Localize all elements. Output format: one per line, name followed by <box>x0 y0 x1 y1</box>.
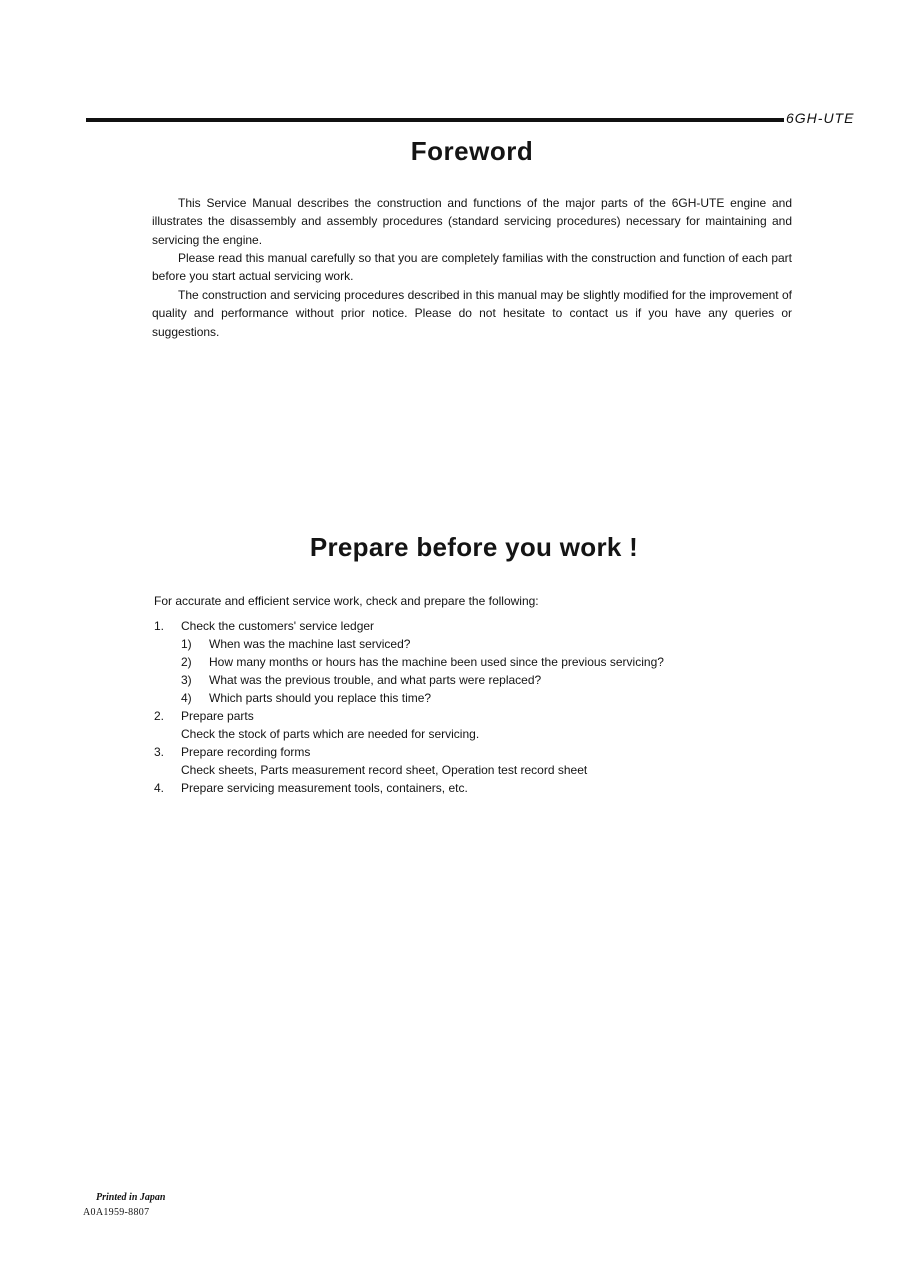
model-code: 6GH-UTE <box>786 110 855 126</box>
foreword-title: Foreword <box>410 136 534 166</box>
sub-item-number: 3) <box>181 673 192 687</box>
list-item-number: 1. <box>154 619 165 633</box>
list-item-detail: Check the stock of parts which are needed for servicing. <box>181 727 480 741</box>
printed-in-japan: Printed in Japan <box>96 1192 166 1203</box>
list-item-number: 2. <box>154 709 165 723</box>
header-rule <box>86 118 784 122</box>
list-item: Prepare servicing measurement tools, containers, etc. <box>181 781 468 795</box>
list-item: Prepare recording forms <box>181 745 311 759</box>
list-item-detail: Check sheets, Parts measurement record sheet, Operation test record sheet <box>181 763 588 777</box>
list-item-number: 3. <box>154 745 165 759</box>
list-item: Check the customers' service ledger <box>181 619 375 633</box>
sub-item: Which parts should you replace this time? <box>209 691 432 705</box>
foreword-paragraph-1: This Service Manual describes the construction and functions of the major parts of the 6GH-UTE engine and illustrates the disassembly and assembly procedures (standard servicing procedures) necessary for maintaining and servicing the engine. <box>152 196 792 247</box>
sub-item-number: 2) <box>181 655 192 669</box>
list-item: Prepare parts <box>181 709 254 723</box>
document-code: A0A1959-8807 <box>83 1207 150 1218</box>
sub-item-number: 1) <box>181 637 192 651</box>
foreword-paragraph-3: The construction and servicing procedures described in this manual may be slightly modified for the improvement of quality and performance without prior notice. Please do not hesitate to contact us if you have any queries or suggestions. <box>152 288 792 339</box>
sub-item: When was the machine last serviced? <box>209 637 411 651</box>
sub-item: How many months or hours has the machine been used since the previous servicing? <box>209 655 664 669</box>
sub-item: What was the previous trouble, and what parts were replaced? <box>209 673 542 687</box>
foreword-paragraph-2: Please read this manual carefully so that you are completely familias with the construction and function of each part before you start actual servicing work. <box>152 251 792 284</box>
sub-item-number: 4) <box>181 691 192 705</box>
prepare-title: Prepare before you work ! <box>309 532 639 562</box>
prepare-intro: For accurate and efficient service work, check and prepare the following: <box>154 594 539 608</box>
list-item-number: 4. <box>154 781 165 795</box>
